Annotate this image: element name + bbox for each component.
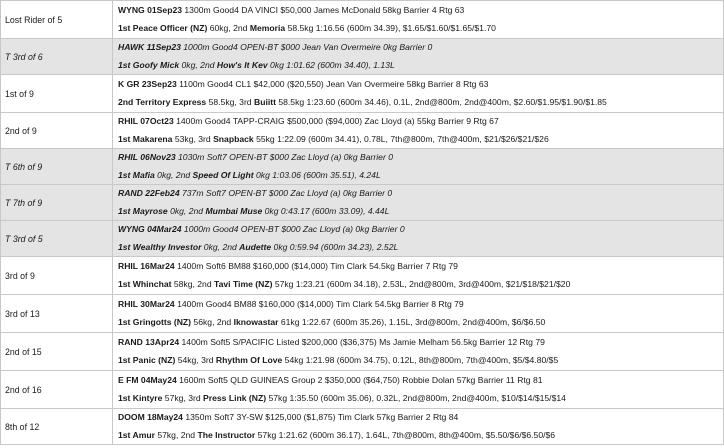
track-date: RAND 13Apr24 [118, 337, 180, 347]
race-info: 1350m Soft7 3Y-SW $125,000 ($1,875) Tim Clark 57kg Barrier 2 Rtg 84 [182, 412, 459, 422]
finish-position: T 3rd of 6 [1, 39, 113, 75]
result-tail: 54kg 1:21.98 (600m 34.75), 0.12L, 8th@800m, 7th@400m, $5/$4.80/$5 [282, 354, 559, 365]
race-header [118, 296, 723, 314]
first-placed-horse: 1st Peace Officer (NZ) [118, 22, 208, 33]
result-weight: 56kg, 2nd [191, 316, 234, 327]
result-tail: 0kg 0:43.17 (600m 33.09), 4.44L [262, 205, 390, 216]
race-result [118, 239, 723, 257]
race-result [118, 390, 723, 408]
result-tail: 57kg 1:35.50 (600m 35.06), 0.32L, 2nd@800m, 2nd@400m, $10/$14/$15/$14 [266, 392, 566, 403]
race-detail [113, 371, 724, 409]
second-placed-horse: Snapback [213, 133, 254, 144]
form-row [1, 409, 724, 445]
race-header [118, 409, 723, 427]
track-date: HAWK 11Sep23 [118, 42, 181, 52]
form-row [1, 295, 724, 333]
first-placed-horse: 1st Panic (NZ) [118, 354, 176, 365]
second-placed-horse: Tavi Time (NZ) [214, 278, 273, 289]
finish-position: 3rd of 13 [1, 295, 113, 333]
second-placed-horse: Rhythm Of Love [215, 354, 283, 365]
finish-position: Lost Rider of 5 [1, 1, 113, 39]
result-tail: 0kg 1:03.06 (600m 35.51), 4.24L [253, 169, 381, 180]
second-placed-horse: How's It Kev [216, 59, 268, 70]
result-weight: 58.5kg, 3rd [206, 96, 254, 107]
race-result [118, 20, 723, 38]
race-result [118, 203, 723, 221]
track-date: DOOM 18May24 [118, 412, 183, 422]
form-row [1, 39, 724, 75]
first-placed-horse: 1st Mayrose [118, 205, 168, 216]
track-date: RHIL 16Mar24 [118, 261, 175, 271]
race-detail [113, 257, 724, 295]
second-placed-horse: The Instructor [197, 429, 256, 440]
form-row [1, 371, 724, 409]
result-weight: 58kg, 2nd [171, 278, 215, 289]
race-result [118, 314, 723, 332]
finish-position: T 6th of 9 [1, 149, 113, 185]
form-row [1, 333, 724, 371]
finish-position: 2nd of 9 [1, 113, 113, 149]
result-weight: 54kg, 3rd [175, 354, 216, 365]
track-date: RAND 22Feb24 [118, 188, 180, 198]
race-detail [113, 149, 724, 185]
race-header [118, 76, 723, 94]
second-placed-horse: Press Link (NZ) [203, 392, 267, 403]
result-weight: 0kg, 2nd [167, 205, 206, 216]
result-weight: 60kg, 2nd [207, 22, 250, 33]
race-info: 1400m Soft6 BM88 $160,000 ($14,000) Tim Clark 54.5kg Barrier 7 Rtg 79 [174, 261, 458, 271]
race-header [118, 334, 723, 352]
first-placed-horse: 1st Goofy Mick [118, 59, 180, 70]
race-header [118, 185, 723, 203]
form-row [1, 113, 724, 149]
race-result [118, 427, 723, 445]
race-result [118, 167, 723, 185]
first-placed-horse: 1st Amur [118, 429, 155, 440]
second-placed-horse: Audette [239, 241, 272, 252]
form-row [1, 221, 724, 257]
race-info: 1400m Soft5 S/PACIFIC Listed $200,000 ($36,375) Ms Jamie Melham 56.5kg Barrier 12 Rtg 79 [179, 337, 545, 347]
first-placed-horse: 2nd Territory Express [118, 96, 207, 107]
race-detail [113, 185, 724, 221]
form-row [1, 149, 724, 185]
track-date: RHIL 06Nov23 [118, 152, 176, 162]
race-result [118, 94, 723, 112]
race-detail [113, 1, 724, 39]
result-tail: 57kg 1:21.62 (600m 36.17), 1.64L, 7th@800m, 8th@400m, $5.50/$6/$6.50/$6 [255, 429, 556, 440]
race-header [118, 149, 723, 167]
result-tail: 55kg 1:22.09 (600m 34.41), 0.78L, 7th@800m, 7th@400m, $21/$26/$21/$26 [253, 133, 549, 144]
first-placed-horse: 1st Kintyre [118, 392, 163, 403]
result-weight: 0kg, 2nd [154, 169, 193, 180]
second-placed-horse: Speed Of Light [192, 169, 254, 180]
race-info: 737m Soft7 OPEN-BT $000 Zac Lloyd (a) 0kg Barrier 0 [179, 188, 393, 198]
race-info: 1100m Good4 CL1 $42,000 ($20,550) Jean Van Overmeire 58kg Barrier 8 Rtg 63 [176, 79, 489, 89]
finish-position: 1st of 9 [1, 75, 113, 113]
result-weight: 57kg, 3rd [162, 392, 204, 403]
form-row [1, 1, 724, 39]
result-tail: 57kg 1:23.21 (600m 34.18), 2.53L, 2nd@800m, 3rd@400m, $21/$18/$21/$20 [272, 278, 571, 289]
track-date: WYNG 01Sep23 [118, 5, 182, 15]
first-placed-horse: 1st Wealthy Investor [118, 241, 202, 252]
finish-position: T 3rd of 5 [1, 221, 113, 257]
result-tail: 0kg 0:59.94 (600m 34.23), 2.52L [271, 241, 399, 252]
race-info: 1600m Soft5 QLD GUINEAS Group 2 $350,000 ($64,750) Robbie Dolan 57kg Barrier 11 Rtg 81 [176, 375, 543, 385]
result-weight: 57kg, 2nd [154, 429, 198, 440]
track-date: RHIL 30Mar24 [118, 299, 175, 309]
first-placed-horse: 1st Gringotts (NZ) [118, 316, 192, 327]
race-info: 1030m Soft7 OPEN-BT $000 Zac Lloyd (a) 0kg Barrier 0 [175, 152, 393, 162]
form-row [1, 185, 724, 221]
track-date: K GR 23Sep23 [118, 79, 177, 89]
result-tail: 0kg 1:01.62 (600m 34.40), 1.13L [267, 59, 395, 70]
race-result [118, 276, 723, 294]
form-row [1, 257, 724, 295]
result-weight: 0kg, 2nd [179, 59, 217, 70]
form-body [1, 1, 724, 445]
race-header [118, 372, 723, 390]
result-weight: 53kg, 3rd [172, 133, 214, 144]
finish-position: 8th of 12 [1, 409, 113, 445]
race-header [118, 2, 723, 20]
result-tail: 58.5kg 1:16.56 (600m 34.39), $1.65/$1.60/$1.65/$1.70 [285, 22, 496, 33]
finish-position: 2nd of 15 [1, 333, 113, 371]
finish-position: 2nd of 16 [1, 371, 113, 409]
first-placed-horse: 1st Mafia [118, 169, 155, 180]
second-placed-horse: Iknowastar [233, 316, 279, 327]
first-placed-horse: 1st Whinchat [118, 278, 172, 289]
race-detail [113, 113, 724, 149]
form-row [1, 75, 724, 113]
race-header [118, 113, 723, 131]
second-placed-horse: Mumbai Muse [205, 205, 263, 216]
race-detail [113, 75, 724, 113]
race-result [118, 57, 723, 75]
result-tail: 61kg 1:22.67 (600m 35.26), 1.15L, 3rd@800m, 2nd@400m, $6/$6.50 [278, 316, 546, 327]
race-info: 1400m Good4 TAPP-CRAIG $500,000 ($94,000) Zac Lloyd (a) 55kg Barrier 9 Rtg 67 [173, 116, 499, 126]
track-date: RHIL 07Oct23 [118, 116, 174, 126]
race-header [118, 39, 723, 57]
race-detail [113, 39, 724, 75]
second-placed-horse: Memoria [249, 22, 286, 33]
race-header [118, 258, 723, 276]
result-tail: 58.5kg 1:23.60 (600m 34.46), 0.1L, 2nd@800m, 2nd@400m, $2.60/$1.95/$1.90/$1.85 [275, 96, 607, 107]
race-result [118, 352, 723, 370]
track-date: WYNG 04Mar24 [118, 224, 182, 234]
race-info: 1300m Good4 DA VINCI $50,000 James McDonald 58kg Barrier 4 Rtg 63 [182, 5, 465, 15]
race-detail [113, 295, 724, 333]
second-placed-horse: Buiitt [253, 96, 276, 107]
race-detail [113, 333, 724, 371]
race-info: 1000m Good4 OPEN-BT $000 Jean Van Overmeire 0kg Barrier 0 [180, 42, 433, 52]
race-detail [113, 409, 724, 445]
race-detail [113, 221, 724, 257]
finish-position: T 7th of 9 [1, 185, 113, 221]
race-info: 1400m Good4 BM88 $160,000 ($14,000) Tim Clark 54.5kg Barrier 8 Rtg 79 [174, 299, 464, 309]
first-placed-horse: 1st Makarena [118, 133, 173, 144]
race-info: 1000m Good4 OPEN-BT $000 Zac Lloyd (a) 0kg Barrier 0 [181, 224, 405, 234]
race-header [118, 221, 723, 239]
result-weight: 0kg, 2nd [201, 241, 240, 252]
finish-position: 3rd of 9 [1, 257, 113, 295]
track-date: E FM 04May24 [118, 375, 177, 385]
race-result [118, 131, 723, 149]
